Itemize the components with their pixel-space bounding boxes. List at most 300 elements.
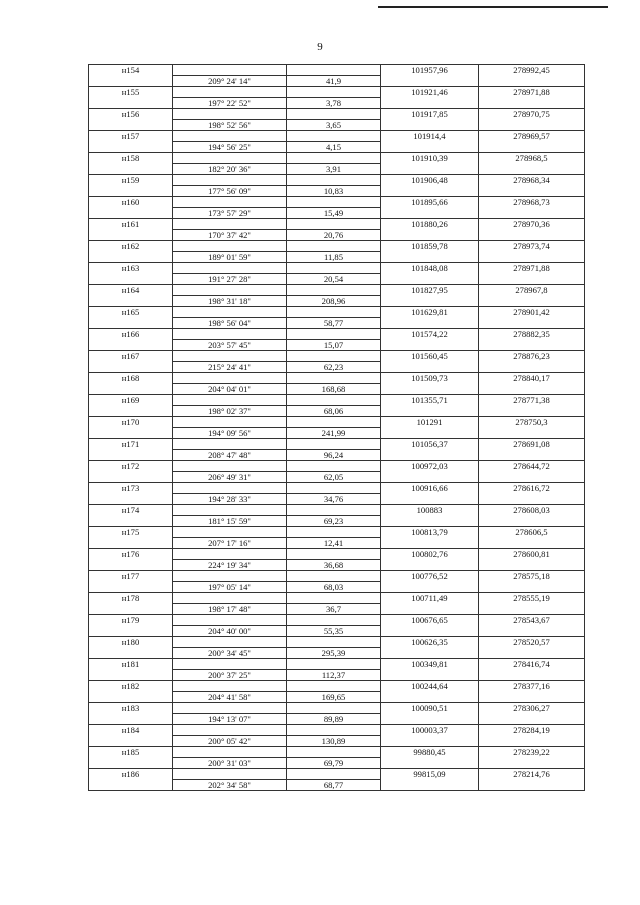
empty-cell [89, 648, 173, 659]
point-row [89, 307, 585, 318]
empty-cell [173, 615, 287, 626]
empty-cell [89, 450, 173, 461]
empty-cell [173, 395, 287, 406]
point-row [89, 593, 585, 604]
empty-cell [173, 571, 287, 582]
empty-cell [479, 208, 585, 219]
segment-row [89, 120, 585, 131]
empty-cell [287, 571, 381, 582]
x-coordinate: 99880,45 [381, 747, 479, 758]
point-name: н158 [89, 153, 173, 164]
empty-cell [173, 307, 287, 318]
empty-cell [479, 120, 585, 131]
point-name: н181 [89, 659, 173, 670]
y-coordinate: 278543,67 [479, 615, 585, 626]
segment-row [89, 714, 585, 725]
y-coordinate: 278971,88 [479, 263, 585, 274]
empty-cell [89, 538, 173, 549]
empty-cell [89, 384, 173, 395]
empty-cell [287, 87, 381, 98]
empty-cell [287, 747, 381, 758]
direction-angle: 200° 31' 03" [173, 758, 287, 769]
direction-angle: 181° 15' 59" [173, 516, 287, 527]
point-name: н182 [89, 681, 173, 692]
point-row [89, 769, 585, 780]
point-name: н184 [89, 725, 173, 736]
point-row [89, 65, 585, 76]
segment-length: 4,15 [287, 142, 381, 153]
empty-cell [381, 76, 479, 87]
point-name: н163 [89, 263, 173, 274]
empty-cell [173, 87, 287, 98]
empty-cell [381, 384, 479, 395]
empty-cell [89, 340, 173, 351]
x-coordinate: 100090,51 [381, 703, 479, 714]
x-coordinate: 100349,81 [381, 659, 479, 670]
point-name: н155 [89, 87, 173, 98]
y-coordinate: 278616,72 [479, 483, 585, 494]
coordinates-table-body [89, 65, 585, 791]
empty-cell [381, 274, 479, 285]
point-name: н185 [89, 747, 173, 758]
empty-cell [381, 780, 479, 791]
empty-cell [381, 230, 479, 241]
empty-cell [479, 296, 585, 307]
point-name: н179 [89, 615, 173, 626]
empty-cell [381, 648, 479, 659]
empty-cell [89, 758, 173, 769]
empty-cell [381, 164, 479, 175]
empty-cell [479, 164, 585, 175]
empty-cell [479, 252, 585, 263]
direction-angle: 194° 13' 07" [173, 714, 287, 725]
coordinates-table [88, 64, 585, 791]
top-rule [378, 6, 608, 8]
empty-cell [381, 252, 479, 263]
empty-cell [287, 263, 381, 274]
point-row [89, 241, 585, 252]
y-coordinate: 278973,74 [479, 241, 585, 252]
empty-cell [381, 340, 479, 351]
segment-row [89, 582, 585, 593]
empty-cell [89, 406, 173, 417]
empty-cell [173, 637, 287, 648]
segment-row [89, 98, 585, 109]
empty-cell [89, 604, 173, 615]
segment-length: 68,03 [287, 582, 381, 593]
y-coordinate: 278968,34 [479, 175, 585, 186]
empty-cell [479, 692, 585, 703]
point-name: н183 [89, 703, 173, 714]
segment-row [89, 76, 585, 87]
x-coordinate: 101880,26 [381, 219, 479, 230]
empty-cell [287, 659, 381, 670]
empty-cell [89, 164, 173, 175]
point-name: н174 [89, 505, 173, 516]
empty-cell [173, 505, 287, 516]
y-coordinate: 278520,57 [479, 637, 585, 648]
direction-angle: 203° 57' 45" [173, 340, 287, 351]
direction-angle: 202° 34' 58" [173, 780, 287, 791]
empty-cell [479, 362, 585, 373]
direction-angle: 208° 47' 48" [173, 450, 287, 461]
y-coordinate: 278750,3 [479, 417, 585, 428]
empty-cell [479, 142, 585, 153]
segment-length: 295,39 [287, 648, 381, 659]
segment-row [89, 626, 585, 637]
direction-angle: 207° 17' 16" [173, 538, 287, 549]
point-name: н166 [89, 329, 173, 340]
empty-cell [173, 197, 287, 208]
empty-cell [381, 516, 479, 527]
empty-cell [89, 362, 173, 373]
empty-cell [173, 769, 287, 780]
empty-cell [173, 131, 287, 142]
empty-cell [381, 120, 479, 131]
point-row [89, 637, 585, 648]
direction-angle: 224° 19' 34" [173, 560, 287, 571]
y-coordinate: 278284,19 [479, 725, 585, 736]
empty-cell [287, 65, 381, 76]
empty-cell [89, 670, 173, 681]
segment-length: 69,79 [287, 758, 381, 769]
empty-cell [479, 736, 585, 747]
empty-cell [173, 351, 287, 362]
segment-length: 36,7 [287, 604, 381, 615]
point-row [89, 549, 585, 560]
y-coordinate: 278992,45 [479, 65, 585, 76]
direction-angle: 191° 27' 28" [173, 274, 287, 285]
empty-cell [381, 428, 479, 439]
empty-cell [173, 681, 287, 692]
empty-cell [479, 560, 585, 571]
direction-angle: 198° 56' 04" [173, 318, 287, 329]
empty-cell [287, 351, 381, 362]
empty-cell [381, 538, 479, 549]
direction-angle: 206° 49' 31" [173, 472, 287, 483]
empty-cell [89, 230, 173, 241]
segment-row [89, 560, 585, 571]
segment-length: 55,35 [287, 626, 381, 637]
empty-cell [89, 120, 173, 131]
x-coordinate: 101291 [381, 417, 479, 428]
empty-cell [479, 230, 585, 241]
empty-cell [381, 714, 479, 725]
segment-row [89, 208, 585, 219]
segment-row [89, 164, 585, 175]
empty-cell [479, 648, 585, 659]
x-coordinate: 100802,76 [381, 549, 479, 560]
y-coordinate: 278555,19 [479, 593, 585, 604]
direction-angle: 170° 37' 42" [173, 230, 287, 241]
empty-cell [287, 153, 381, 164]
empty-cell [89, 692, 173, 703]
empty-cell [287, 439, 381, 450]
empty-cell [287, 307, 381, 318]
segment-row [89, 692, 585, 703]
x-coordinate: 101917,85 [381, 109, 479, 120]
empty-cell [89, 472, 173, 483]
point-name: н154 [89, 65, 173, 76]
segment-length: 15,49 [287, 208, 381, 219]
direction-angle: 198° 02' 37" [173, 406, 287, 417]
point-row [89, 153, 585, 164]
x-coordinate: 100813,79 [381, 527, 479, 538]
empty-cell [173, 153, 287, 164]
x-coordinate: 101910,39 [381, 153, 479, 164]
empty-cell [479, 582, 585, 593]
point-row [89, 527, 585, 538]
empty-cell [381, 208, 479, 219]
point-row [89, 131, 585, 142]
empty-cell [381, 318, 479, 329]
empty-cell [479, 186, 585, 197]
empty-cell [287, 109, 381, 120]
point-row [89, 615, 585, 626]
segment-length: 3,78 [287, 98, 381, 109]
segment-row [89, 340, 585, 351]
point-name: н176 [89, 549, 173, 560]
direction-angle: 173° 57' 29" [173, 208, 287, 219]
empty-cell [173, 285, 287, 296]
empty-cell [381, 736, 479, 747]
empty-cell [173, 175, 287, 186]
empty-cell [479, 274, 585, 285]
empty-cell [89, 516, 173, 527]
empty-cell [89, 736, 173, 747]
segment-row [89, 318, 585, 329]
segment-length: 168,68 [287, 384, 381, 395]
segment-row [89, 428, 585, 439]
x-coordinate: 100776,52 [381, 571, 479, 582]
empty-cell [479, 98, 585, 109]
empty-cell [479, 384, 585, 395]
segment-length: 241,99 [287, 428, 381, 439]
empty-cell [381, 98, 479, 109]
empty-cell [381, 450, 479, 461]
segment-length: 68,06 [287, 406, 381, 417]
empty-cell [381, 186, 479, 197]
point-name: н178 [89, 593, 173, 604]
empty-cell [173, 329, 287, 340]
point-name: н159 [89, 175, 173, 186]
empty-cell [479, 472, 585, 483]
segment-length: 69,23 [287, 516, 381, 527]
segment-length: 41,9 [287, 76, 381, 87]
segment-length: 130,89 [287, 736, 381, 747]
empty-cell [479, 670, 585, 681]
direction-angle: 198° 52' 56" [173, 120, 287, 131]
segment-length: 3,65 [287, 120, 381, 131]
empty-cell [89, 76, 173, 87]
segment-row [89, 538, 585, 549]
empty-cell [381, 604, 479, 615]
point-name: н164 [89, 285, 173, 296]
empty-cell [287, 527, 381, 538]
segment-row [89, 252, 585, 263]
empty-cell [173, 417, 287, 428]
point-name: н175 [89, 527, 173, 538]
empty-cell [89, 494, 173, 505]
page-number: 9 [317, 41, 323, 53]
x-coordinate: 101827,95 [381, 285, 479, 296]
segment-length: 68,77 [287, 780, 381, 791]
empty-cell [479, 450, 585, 461]
y-coordinate: 278901,42 [479, 307, 585, 318]
y-coordinate: 278600,81 [479, 549, 585, 560]
x-coordinate: 101509,73 [381, 373, 479, 384]
empty-cell [287, 703, 381, 714]
segment-length: 20,76 [287, 230, 381, 241]
point-row [89, 197, 585, 208]
empty-cell [173, 461, 287, 472]
empty-cell [89, 252, 173, 263]
segment-length: 15,07 [287, 340, 381, 351]
point-name: н162 [89, 241, 173, 252]
direction-angle: 194° 56' 25" [173, 142, 287, 153]
point-row [89, 395, 585, 406]
segment-row [89, 274, 585, 285]
point-row [89, 747, 585, 758]
segment-row [89, 780, 585, 791]
empty-cell [89, 208, 173, 219]
x-coordinate: 101848,08 [381, 263, 479, 274]
point-name: н177 [89, 571, 173, 582]
x-coordinate: 101355,71 [381, 395, 479, 406]
segment-row [89, 296, 585, 307]
segment-row [89, 648, 585, 659]
empty-cell [89, 274, 173, 285]
point-name: н172 [89, 461, 173, 472]
empty-cell [173, 219, 287, 230]
empty-cell [287, 769, 381, 780]
empty-cell [381, 758, 479, 769]
empty-cell [89, 296, 173, 307]
x-coordinate: 100003,37 [381, 725, 479, 736]
empty-cell [173, 549, 287, 560]
point-name: н156 [89, 109, 173, 120]
segment-length: 36,68 [287, 560, 381, 571]
y-coordinate: 278644,72 [479, 461, 585, 472]
y-coordinate: 278306,27 [479, 703, 585, 714]
segment-length: 34,76 [287, 494, 381, 505]
point-name: н167 [89, 351, 173, 362]
point-name: н171 [89, 439, 173, 450]
empty-cell [173, 725, 287, 736]
point-row [89, 109, 585, 120]
x-coordinate: 100972,03 [381, 461, 479, 472]
segment-length: 169,65 [287, 692, 381, 703]
empty-cell [479, 516, 585, 527]
direction-angle: 177° 56' 09" [173, 186, 287, 197]
direction-angle: 204° 40' 00" [173, 626, 287, 637]
empty-cell [89, 318, 173, 329]
x-coordinate: 101560,45 [381, 351, 479, 362]
empty-cell [287, 417, 381, 428]
point-name: н170 [89, 417, 173, 428]
empty-cell [287, 175, 381, 186]
point-name: н160 [89, 197, 173, 208]
segment-row [89, 494, 585, 505]
x-coordinate: 101957,96 [381, 65, 479, 76]
point-row [89, 285, 585, 296]
empty-cell [479, 780, 585, 791]
empty-cell [287, 197, 381, 208]
point-name: н180 [89, 637, 173, 648]
point-row [89, 87, 585, 98]
empty-cell [287, 131, 381, 142]
y-coordinate: 278970,36 [479, 219, 585, 230]
x-coordinate: 100676,65 [381, 615, 479, 626]
segment-length: 96,24 [287, 450, 381, 461]
segment-row [89, 670, 585, 681]
x-coordinate: 101859,78 [381, 241, 479, 252]
y-coordinate: 278691,08 [479, 439, 585, 450]
empty-cell [287, 285, 381, 296]
segment-length: 89,89 [287, 714, 381, 725]
empty-cell [479, 494, 585, 505]
y-coordinate: 278970,75 [479, 109, 585, 120]
direction-angle: 204° 41' 58" [173, 692, 287, 703]
x-coordinate: 101914,4 [381, 131, 479, 142]
x-coordinate: 100916,66 [381, 483, 479, 494]
direction-angle: 198° 17' 48" [173, 604, 287, 615]
y-coordinate: 278969,57 [479, 131, 585, 142]
empty-cell [479, 714, 585, 725]
y-coordinate: 278968,5 [479, 153, 585, 164]
point-name: н157 [89, 131, 173, 142]
y-coordinate: 278876,23 [479, 351, 585, 362]
empty-cell [287, 461, 381, 472]
y-coordinate: 278575,18 [479, 571, 585, 582]
segment-row [89, 450, 585, 461]
empty-cell [89, 186, 173, 197]
direction-angle: 215° 24' 41" [173, 362, 287, 373]
segment-length: 62,23 [287, 362, 381, 373]
point-row [89, 329, 585, 340]
y-coordinate: 278239,22 [479, 747, 585, 758]
x-coordinate: 101629,81 [381, 307, 479, 318]
point-name: н161 [89, 219, 173, 230]
empty-cell [479, 318, 585, 329]
empty-cell [89, 428, 173, 439]
x-coordinate: 100626,35 [381, 637, 479, 648]
empty-cell [479, 340, 585, 351]
x-coordinate: 100244,64 [381, 681, 479, 692]
empty-cell [479, 428, 585, 439]
point-name: н169 [89, 395, 173, 406]
direction-angle: 200° 37' 25" [173, 670, 287, 681]
empty-cell [381, 582, 479, 593]
empty-cell [381, 670, 479, 681]
segment-length: 3,91 [287, 164, 381, 175]
empty-cell [89, 142, 173, 153]
segment-row [89, 736, 585, 747]
direction-angle: 200° 34' 45" [173, 648, 287, 659]
y-coordinate: 278968,73 [479, 197, 585, 208]
empty-cell [381, 494, 479, 505]
segment-length: 208,96 [287, 296, 381, 307]
point-row [89, 659, 585, 670]
direction-angle: 182° 20' 36" [173, 164, 287, 175]
y-coordinate: 278416,74 [479, 659, 585, 670]
empty-cell [89, 98, 173, 109]
empty-cell [173, 527, 287, 538]
point-row [89, 483, 585, 494]
direction-angle: 197° 22' 52" [173, 98, 287, 109]
point-name: н168 [89, 373, 173, 384]
empty-cell [173, 109, 287, 120]
